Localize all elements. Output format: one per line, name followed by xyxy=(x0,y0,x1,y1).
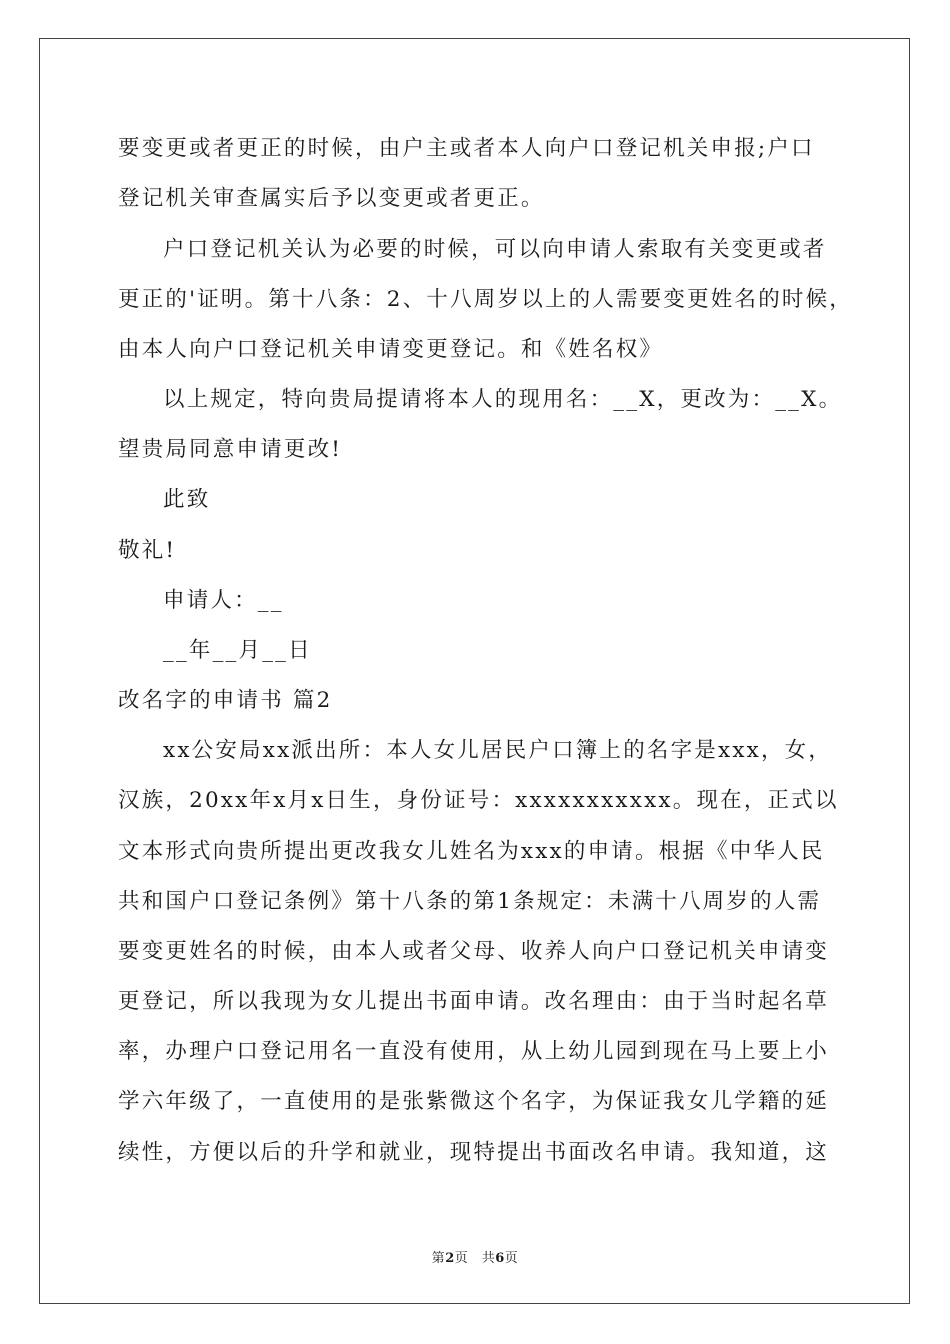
text-line: 要变更姓名的时候，由本人或者父母、收养人向户口登记机关申请变 xyxy=(118,939,830,964)
text-line: 汉族，20xx年x月x日生，身份证号：xxxxxxxxxxx。现在，正式以 xyxy=(118,788,839,813)
text-line: 户口登记机关认为必要的时候，可以向申请人索取有关变更或者 xyxy=(163,237,827,262)
text-line: 望贵局同意申请更改! xyxy=(118,437,343,462)
page-footer xyxy=(0,1247,950,1266)
footer-page-suffix: 页 xyxy=(504,1251,519,1266)
text-line: 以上规定，特向贵局提请将本人的现用名：__X，更改为：__X。 xyxy=(163,387,843,412)
text-line: 共和国户口登记条例》第十八条的第1条规定：未满十八周岁的人需 xyxy=(118,889,822,914)
footer-page-prefix: 第 xyxy=(431,1251,446,1266)
text-line: 敬礼! xyxy=(118,538,177,563)
footer-page-current: 2 xyxy=(445,1251,455,1266)
text-line: 更正的'证明。第十八条：2、十八周岁以上的人需要变更姓名的时候， xyxy=(118,287,853,312)
text-line: 更登记，所以我现为女儿提出书面申请。改名理由：由于当时起名草 xyxy=(118,989,830,1014)
text-line: 率，办理户口登记用名一直没有使用，从上幼儿园到现在马上要上小 xyxy=(118,1039,830,1064)
text-line: 续性，方便以后的升学和就业，现特提出书面改名申请。我知道，这 xyxy=(118,1140,830,1165)
footer-page-mid: 页 共 xyxy=(454,1251,496,1266)
text-line: __年__月__日 xyxy=(163,638,312,663)
footer-page-total: 6 xyxy=(495,1251,505,1266)
text-line: 要变更或者更正的时候，由户主或者本人向户口登记机关申报;户口 xyxy=(118,136,815,161)
text-line: xx公安局xx派出所：本人女儿居民户口簿上的名字是xxx，女， xyxy=(163,738,833,763)
text-line: 申请人：__ xyxy=(163,588,284,613)
text-line: 此致 xyxy=(163,487,211,512)
text-line: 由本人向户口登记机关申请变更登记。和《姓名权》 xyxy=(118,337,664,362)
text-line: 学六年级了，一直使用的是张紫微这个名字，为保证我女儿学籍的延 xyxy=(118,1089,830,1114)
text-line: 登记机关审查属实后予以变更或者更正。 xyxy=(118,186,545,211)
text-line: 文本形式向贵所提出更改我女儿姓名为xxx的申请。根据《中华人民 xyxy=(118,839,825,864)
section-heading: 改名字的申请书 篇2 xyxy=(118,688,333,713)
